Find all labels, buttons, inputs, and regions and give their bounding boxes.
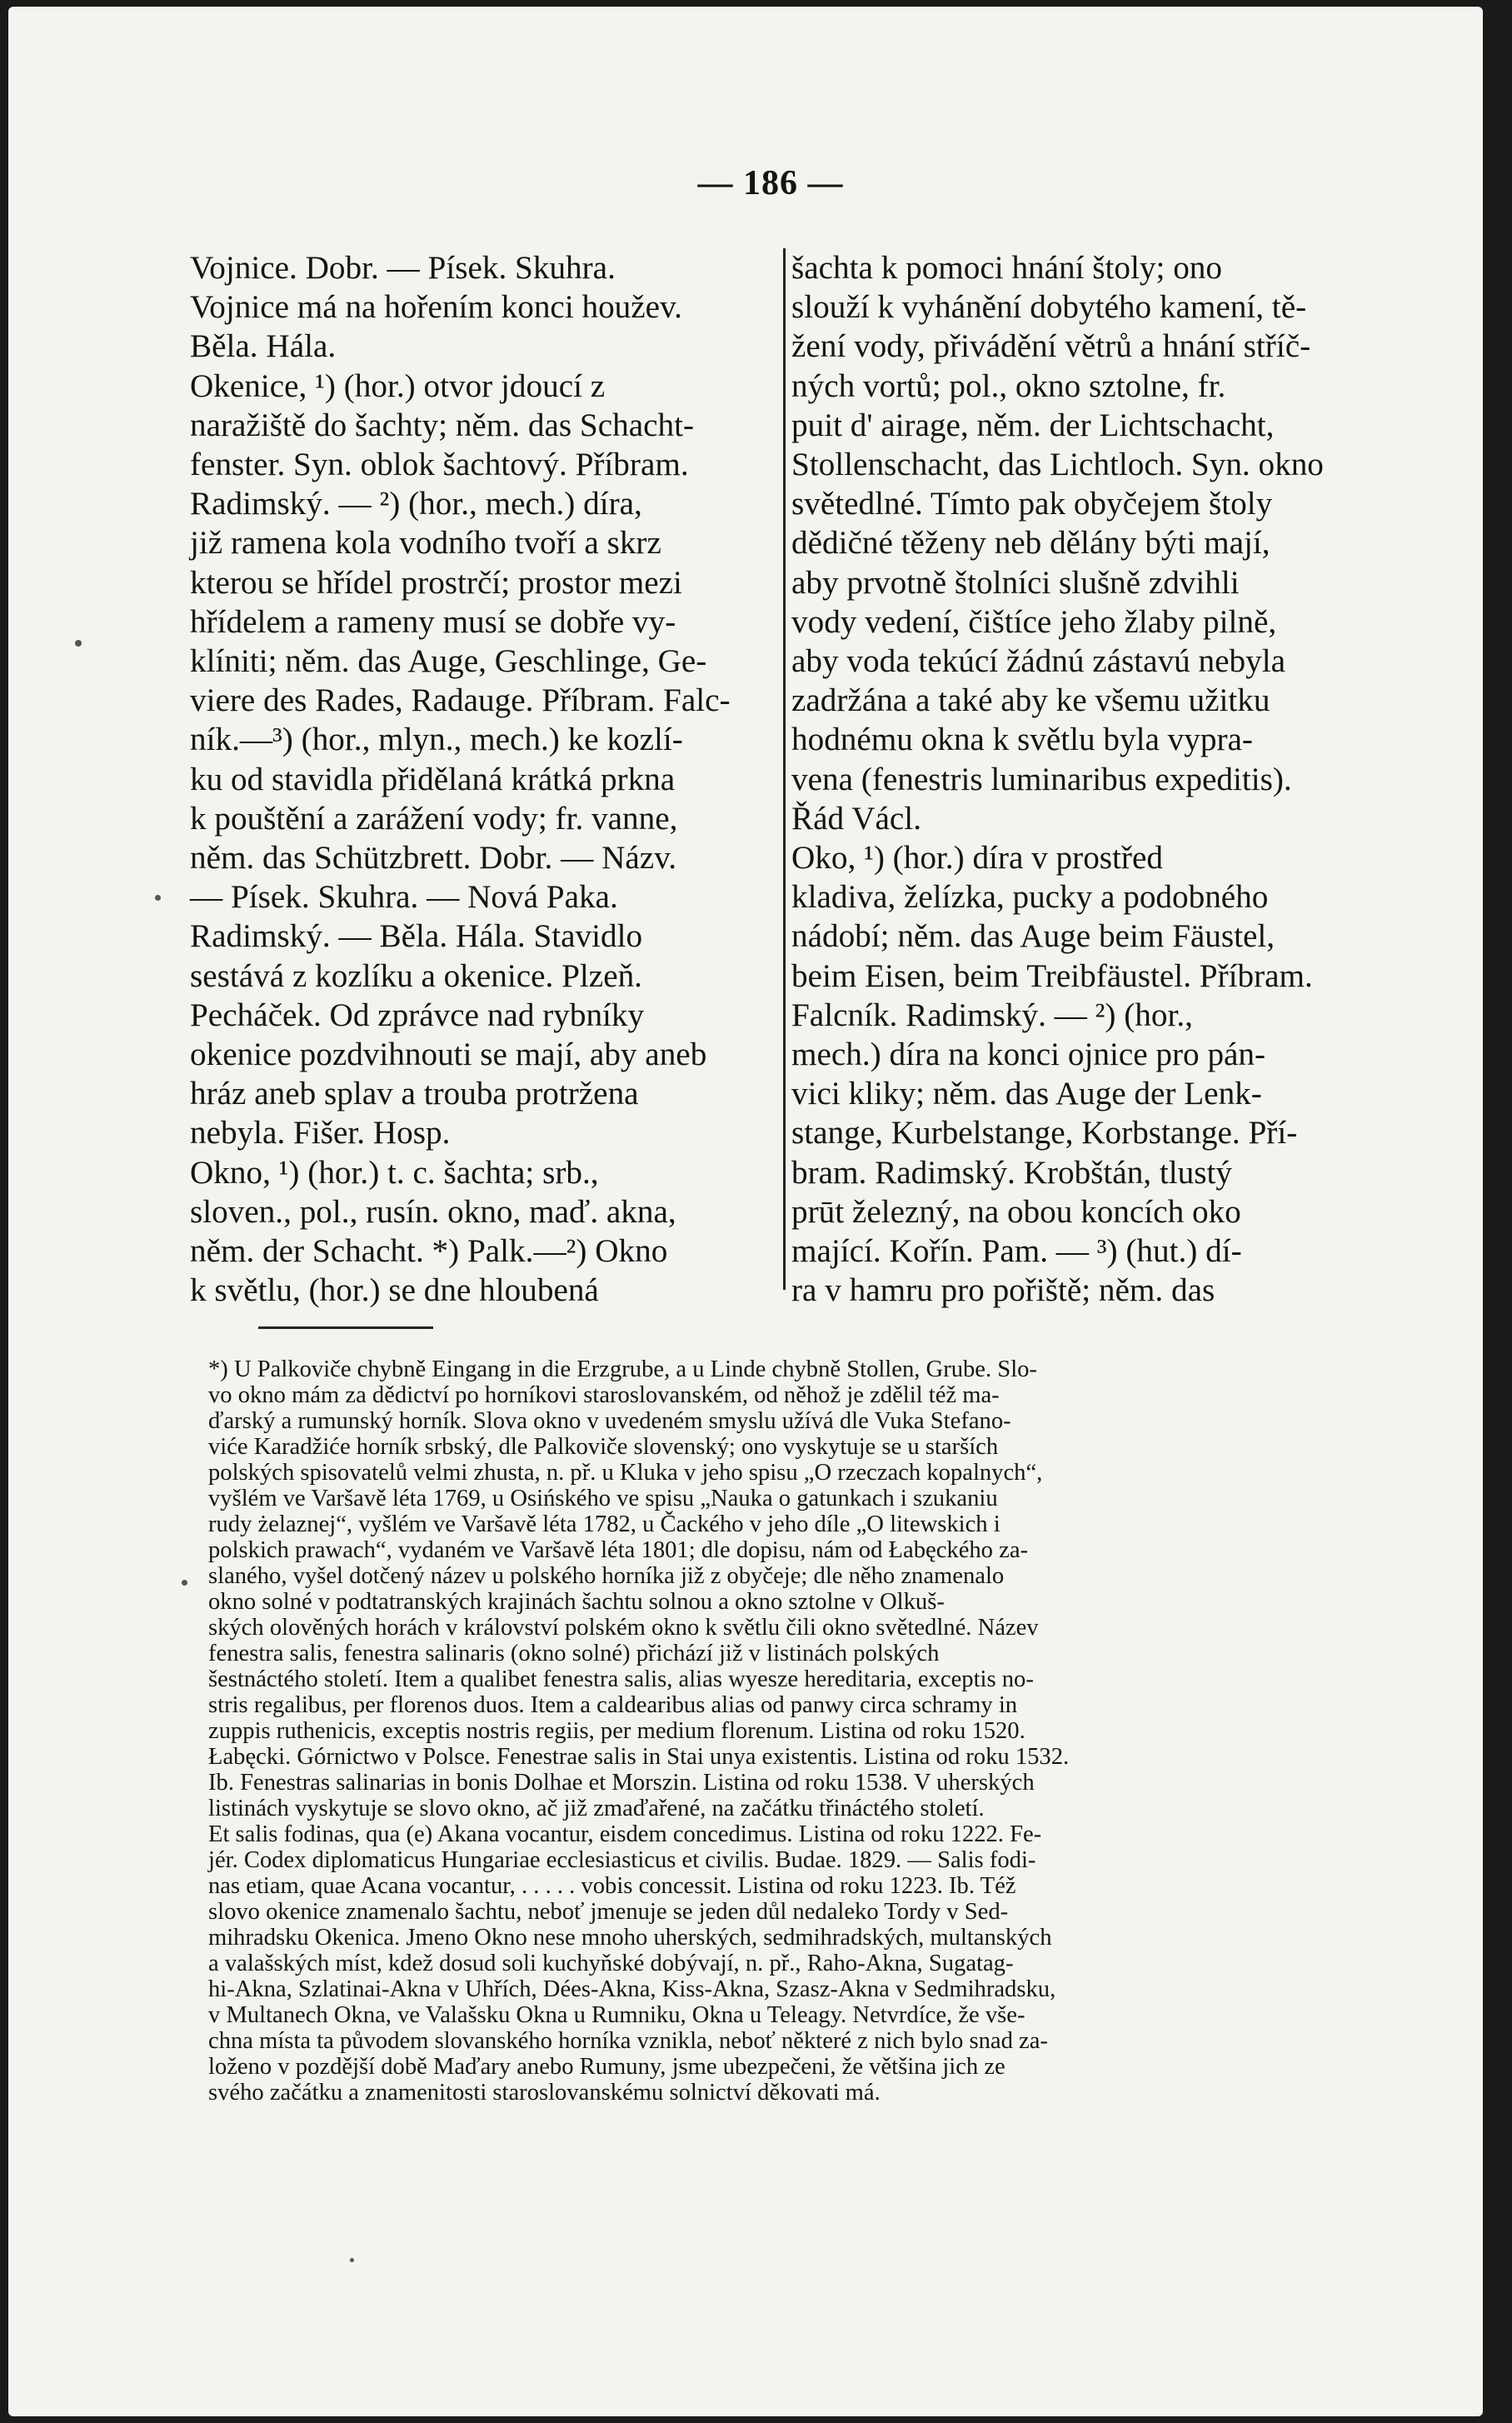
right-column-line: aby prvotně štolníci slušně zdvihli — [791, 564, 1240, 601]
footnote-line: slovo okenice znamenalo šachtu, neboť jmenuje se jeden důl nedaleko Tordy v Sed- — [208, 1899, 1009, 1925]
footnote-line: zuppis ruthenicis, exceptis nostris regiis, per medium florenum. Listina od roku 1520. — [208, 1718, 1025, 1744]
left-column-line: již ramena kola vodního tvoří a skrz — [190, 525, 661, 562]
right-column-line: mech.) díra na konci ojnice pro pán- — [791, 1037, 1266, 1073]
right-column-line: šachta k pomoci hnání štoly; ono — [791, 250, 1222, 286]
left-column-line: sloven., pol., rusín. okno, maď. akna, — [190, 1193, 676, 1230]
left-column-line: fenster. Syn. oblok šachtový. Příbram. — [190, 447, 689, 483]
footnote-line: polských spisovatelů velmi zhusta, n. př. u Kluka v jeho spisu „O rzeczach kopalnych“, — [208, 1460, 1043, 1486]
footnote-line: ských olověných horách v království polském okno k světlu čili okno světedlné. Název — [208, 1615, 1039, 1641]
footnote-line: loženo v pozdější době Maďary anebo Rumuny, jsme ubezpečeni, že většina jich ze — [208, 2054, 1006, 2080]
right-column-line: puit d' airage, něm. der Lichtschacht, — [791, 407, 1275, 443]
left-column-line: Radimský. — ²) (hor., mech.) díra, — [190, 486, 642, 522]
right-column-line: stange, Kurbelstange, Korbstange. Pří- — [791, 1115, 1298, 1152]
paper-speck — [75, 640, 82, 647]
footnote-line: svého začátku a znamenitosti staroslovanskému solnictví děkovati má. — [208, 2080, 881, 2106]
right-column-line: kladiva, želízka, pucky a podobného — [791, 879, 1269, 916]
footnote-line: hi-Akna, Szlatinai-Akna v Uhřích, Dées-Akna, Kiss-Akna, Szasz-Akna v Sedmihradsku, — [208, 1976, 1056, 2002]
footnote-line: vo okno mám za dědictví po horníkovi staroslovanském, od něhož je zdělil též ma- — [208, 1382, 1000, 1408]
paper-speck — [155, 895, 161, 901]
footnote-line: jér. Codex diplomaticus Hungariae ecclesiasticus et civilis. Budae. 1829. — Salis fodi- — [208, 1847, 1036, 1873]
left-column-line: okenice pozdvihnouti se mají, aby aneb — [190, 1037, 707, 1073]
right-column-line: bram. Radimský. Krobštán, tlustý — [791, 1154, 1232, 1191]
footnote-line: listinách vyskytuje se slovo okno, ač již zmaďařené, na začátku třináctého století. — [208, 1796, 985, 1821]
left-column-line: ník.—³) (hor., mlyn., mech.) ke kozlí- — [190, 722, 683, 758]
left-column-line: — Písek. Skuhra. — Nová Paka. — [190, 879, 618, 916]
right-column-line: dědičné těženy neb dělány býti mají, — [791, 525, 1270, 562]
left-column-line: sestává z kozlíku a okenice. Plzeň. — [190, 957, 642, 994]
footnote-line: chna místa ta původem slovanského horníka vznikla, neboť některé z nich bylo snad za- — [208, 2028, 1048, 2054]
left-column-line: ku od stavidla přidělaná krátká prkna — [190, 761, 676, 797]
footnote-line: fenestra salis, fenestra salinaris (okno solné) přichází již v listinách polských — [208, 1641, 940, 1666]
left-column-line: Pecháček. Od zprávce nad rybníky — [190, 997, 645, 1033]
right-column-line: prūt železný, na obou koncích oko — [791, 1193, 1241, 1230]
left-column-line: kterou se hřídel prostrčí; prostor mezi — [190, 564, 682, 601]
footnote-rule — [258, 1326, 433, 1329]
left-column — [190, 248, 773, 1310]
right-column-line: ra v hamru pro pořiště; něm. das — [791, 1272, 1215, 1309]
book-page — [8, 7, 1483, 2416]
footnote-line: rudy żelaznej“, vyšlém ve Varšavě léta 1782, u Čackého v jeho díle „O litewskich i — [208, 1511, 1001, 1537]
footnote-line: polskich prawach“, vydaném ve Varšavě léta 1801; dle dopisu, nám od Łabęckého za- — [208, 1537, 1029, 1563]
footnote-line: vyšlém ve Varšavě léta 1769, u Osińského ve spisu „Nauka o gatunkach i szukaniu — [208, 1486, 998, 1511]
right-column-line: Falcník. Radimský. — ²) (hor., — [791, 997, 1193, 1033]
footnote-line: Ib. Fenestras salinarias in bonis Dolhae et Morszin. Listina od roku 1538. V uherských — [208, 1770, 1035, 1796]
right-column — [791, 248, 1375, 1310]
footnote-line: šestnáctého století. Item a qualibet fenestra salis, alias wyesze hereditaria, exceptis no- — [208, 1666, 1034, 1692]
right-column-line: Řád Václ. — [791, 800, 921, 837]
right-column-line: mající. Kořín. Pam. — ³) (hut.) dí- — [791, 1233, 1242, 1270]
paper-speck — [182, 1580, 187, 1586]
right-column-line: vody vedení, čištíce jeho žlaby pilně, — [791, 603, 1277, 640]
left-column-line: Vojnice. Dobr. — Písek. Skuhra. — [190, 250, 616, 286]
left-column-line: Radimský. — Běla. Hála. Stavidlo — [190, 918, 643, 955]
right-column-line: aby voda tekúcí žádnú zástavú nebyla — [791, 643, 1286, 680]
left-column-line: hráz aneb splav a trouba protržena — [190, 1076, 639, 1112]
footnote-line: a valašských míst, kdež dosud soli kuchyňské dobývají, n. př., Raho-Akna, Sugatag- — [208, 1951, 1014, 1976]
footnote-line: mihradsku Okenica. Jmeno Okno nese mnoho uherských, sedmihradských, multanských — [208, 1925, 1052, 1951]
page-number: — 186 — — [697, 164, 844, 202]
footnote — [208, 1356, 1395, 2106]
footnote-line: Łabęcki. Górnictwo v Polsce. Fenestrae salis in Stai unya existentis. Listina od roku 1532. — [208, 1744, 1070, 1770]
left-column-line: viere des Rades, Radauge. Příbram. Falc- — [190, 682, 731, 719]
right-column-line: Oko, ¹) (hor.) díra v prostřed — [791, 840, 1163, 877]
right-column-line: nádobí; něm. das Auge beim Fäustel, — [791, 918, 1275, 955]
left-column-line: Okno, ¹) (hor.) t. c. šachta; srb., — [190, 1154, 599, 1191]
footnote-line: v Multanech Okna, ve Valašsku Okna u Rumniku, Okna u Teleagy. Netvrdíce, že vše- — [208, 2002, 1025, 2028]
right-column-line: beim Eisen, beim Treibfäustel. Příbram. — [791, 957, 1313, 994]
left-column-line: něm. der Schacht. *) Palk.—²) Okno — [190, 1233, 668, 1270]
right-column-line: hodnému okna k světlu byla vypra- — [791, 722, 1253, 758]
footnote-line: stris regalibus, per florenos duos. Item a caldearibus alias od panwy circa schramy in — [208, 1692, 1018, 1718]
footnote-line: *) U Palkoviče chybně Eingang in die Erzgrube, a u Linde chybně Stollen, Grube. Slo- — [208, 1356, 1037, 1382]
left-column-line: něm. das Schützbrett. Dobr. — Názv. — [190, 840, 677, 877]
paper-speck — [350, 2258, 354, 2262]
right-column-line: světedlné. Tímto pak obyčejem štoly — [791, 486, 1273, 522]
right-column-line: žení vody, přivádění větrů a hnání stříč- — [791, 328, 1311, 365]
right-column-line: vena (fenestris luminaribus expeditis). — [791, 761, 1292, 797]
footnote-line: ďarský a rumunský horník. Slova okno v uvedeném smyslu užívá dle Vuka Stefano- — [208, 1408, 1011, 1434]
footnote-line: okno solné v podtatranských krajinách šachtu solnou a okno sztolne v Olkuš- — [208, 1589, 945, 1615]
left-column-line: nebyla. Fišer. Hosp. — [190, 1115, 451, 1152]
footnote-line: nas etiam, quae Acana vocantur, . . . . . vobis concessit. Listina od roku 1223. Ib. Též — [208, 1873, 1016, 1899]
left-column-line: Okenice, ¹) (hor.) otvor jdoucí z — [190, 367, 606, 404]
footnote-line: slaného, vyšel dotčený název u polského horníka již z obyčeje; dle něho znamenalo — [208, 1563, 1005, 1589]
right-column-line: vici kliky; něm. das Auge der Lenk- — [791, 1076, 1262, 1112]
left-column-line: k pouštění a zarážení vody; fr. vanne, — [190, 800, 678, 837]
left-column-line: Běla. Hála. — [190, 328, 337, 365]
right-column-line: zadržána a také aby ke všemu užitku — [791, 682, 1270, 719]
left-column-line: klíniti; něm. das Auge, Geschlinge, Ge- — [190, 643, 707, 680]
right-column-line: Stollenschacht, das Lichtloch. Syn. okno — [791, 447, 1324, 483]
footnote-line: viće Karadžiće horník srbský, dle Palkoviče slovenský; ono vyskytuje se u starších — [208, 1434, 999, 1460]
right-column-line: slouží k vyhánění dobytého kamení, tě- — [791, 289, 1307, 326]
left-column-line: Vojnice má na hořením konci houžev. — [190, 289, 682, 326]
left-column-line: hřídelem a rameny musí se dobře vy- — [190, 603, 676, 640]
left-column-line: k světlu, (hor.) se dne hloubená — [190, 1272, 599, 1309]
footnote-line: Et salis fodinas, qua (e) Akana vocantur, eisdem concedimus. Listina od roku 1222. Fe- — [208, 1821, 1042, 1847]
column-divider — [783, 248, 786, 1290]
right-column-line: ných vortů; pol., okno sztolne, fr. — [791, 367, 1226, 404]
left-column-line: naražiště do šachty; něm. das Schacht- — [190, 407, 695, 443]
